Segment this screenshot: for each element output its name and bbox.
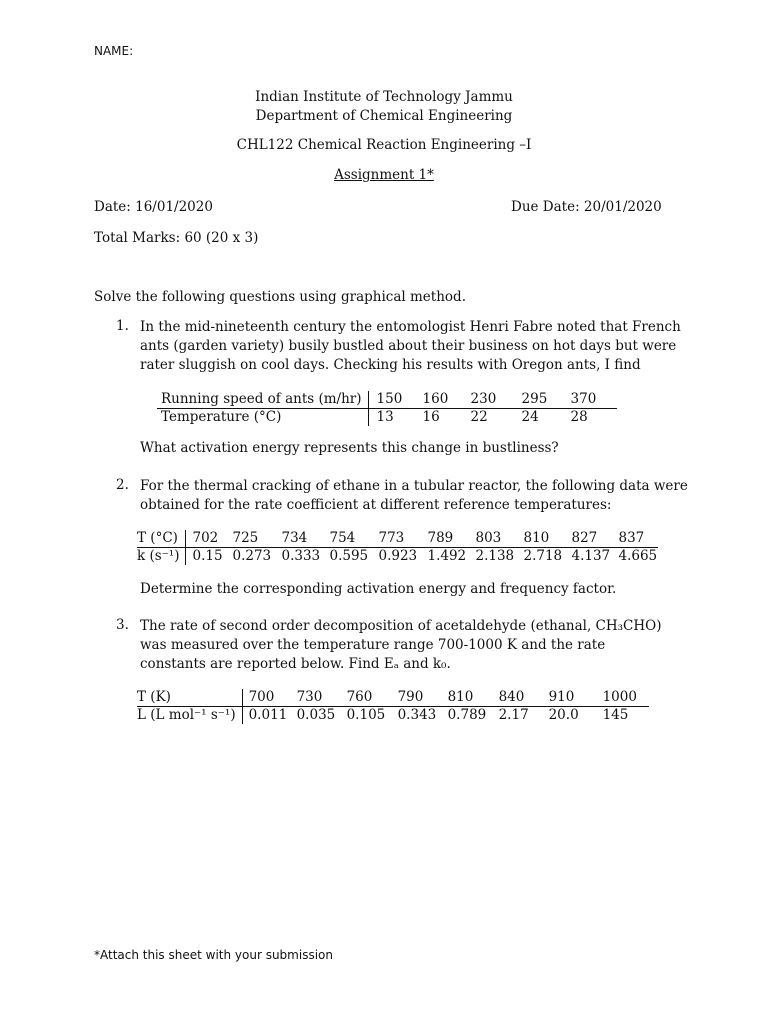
q1-temperature-label: Temperature (°C): [157, 409, 368, 427]
q1-number: 1.: [116, 318, 129, 334]
q2-temperature-row: [137, 530, 658, 548]
department-name: Department of Chemical Engineering: [255, 108, 513, 124]
table-cell: 0.035: [296, 707, 336, 723]
table-cell: 160: [423, 391, 471, 409]
table-cell: 230: [471, 391, 522, 409]
table-cell: 16: [422, 409, 440, 425]
table-cell: 803: [475, 530, 523, 548]
table-cell: 1000: [603, 689, 649, 707]
table-cell: 734: [281, 530, 329, 548]
table-cell: 145: [602, 707, 629, 723]
table-cell: 730: [297, 689, 347, 707]
q3-data-table: [137, 689, 649, 724]
table-cell: 0.15: [192, 548, 223, 564]
table-cell: 4.665: [618, 548, 658, 564]
assignment-title: Assignment 1*: [334, 167, 434, 183]
q1-text: In the mid-nineteenth century the entomologist Henri Fabre noted that French ants (garden variety) busily bustled about their business on hot days but were rater sluggish on cool days. Checking his results with Oregon ants, I find: [140, 319, 681, 373]
table-cell: 0.105: [346, 707, 386, 723]
q2-rate-label: k (s⁻¹): [137, 548, 186, 566]
table-cell: 2.17: [498, 707, 529, 723]
total-marks: Total Marks: 60 (20 x 3): [94, 230, 259, 246]
footer-note: *Attach this sheet with your submission: [94, 948, 333, 962]
table-cell: 4.137: [571, 548, 611, 564]
q2-temperature-label: T (°C): [137, 530, 186, 548]
table-cell: 0.923: [378, 548, 418, 564]
table-cell: 789: [427, 530, 475, 548]
due-date: Due Date: 20/01/2020: [511, 199, 662, 215]
q1-temperature-row: [157, 409, 617, 427]
table-cell: 0.011: [248, 707, 288, 723]
table-cell: 1.492: [427, 548, 467, 564]
table-cell: 773: [378, 530, 427, 548]
q3-rate-row: [137, 707, 649, 725]
table-cell: 837: [618, 530, 658, 548]
q1-speed-label: Running speed of ants (m/hr): [157, 391, 368, 409]
instruction: Solve the following questions using graphical method.: [94, 289, 466, 305]
q2-number: 2.: [116, 477, 129, 493]
q1-question: What activation energy represents this change in bustliness?: [140, 440, 559, 456]
q3-text: The rate of second order decomposition of acetaldehyde (ethanal, CH₃CHO) was measured over the temperature range 700-1000 K and the rate constants are reported below. Find Eₐ and k₀.: [140, 618, 662, 672]
q3-number: 3.: [116, 617, 129, 633]
table-cell: 810: [448, 689, 499, 707]
table-cell: 20.0: [548, 707, 579, 723]
table-cell: 13: [376, 409, 394, 425]
q1-speed-row: [157, 391, 617, 409]
institute-name: Indian Institute of Technology Jammu: [255, 89, 513, 105]
table-cell: 760: [347, 689, 398, 707]
q3-temperature-label: T (K): [137, 689, 242, 707]
q3-rate-label: L (L mol⁻¹ s⁻¹): [137, 707, 242, 725]
table-cell: 0.789: [447, 707, 487, 723]
q2-question: Determine the corresponding activation energy and frequency factor.: [140, 581, 617, 597]
table-cell: 0.595: [329, 548, 369, 564]
table-cell: 790: [398, 689, 448, 707]
table-cell: 910: [549, 689, 603, 707]
table-cell: 150: [368, 391, 423, 409]
table-cell: 840: [499, 689, 549, 707]
table-cell: 0.343: [397, 707, 437, 723]
table-cell: 702: [186, 530, 233, 548]
table-cell: 0.273: [232, 548, 272, 564]
table-cell: 24: [521, 409, 539, 425]
table-cell: 22: [470, 409, 488, 425]
q2-data-table: [137, 530, 658, 565]
table-cell: 28: [570, 409, 588, 425]
table-cell: 2.718: [523, 548, 563, 564]
table-cell: 295: [522, 391, 571, 409]
table-cell: 725: [232, 530, 281, 548]
table-cell: 810: [523, 530, 571, 548]
table-cell: 370: [571, 391, 617, 409]
q3-temperature-row: [137, 689, 649, 707]
issue-date: Date: 16/01/2020: [94, 199, 213, 215]
table-cell: 754: [329, 530, 378, 548]
table-cell: 700: [242, 689, 297, 707]
course-title: CHL122 Chemical Reaction Engineering –I: [236, 137, 532, 153]
table-cell: 0.333: [281, 548, 321, 564]
table-cell: 2.138: [475, 548, 515, 564]
q1-data-table: [157, 391, 617, 426]
name-label: NAME:: [94, 44, 134, 58]
q2-rate-row: [137, 548, 658, 566]
table-cell: 827: [571, 530, 618, 548]
q2-text: For the thermal cracking of ethane in a tubular reactor, the following data were obtained for the rate coefficient at different reference temperatures:: [140, 478, 688, 513]
